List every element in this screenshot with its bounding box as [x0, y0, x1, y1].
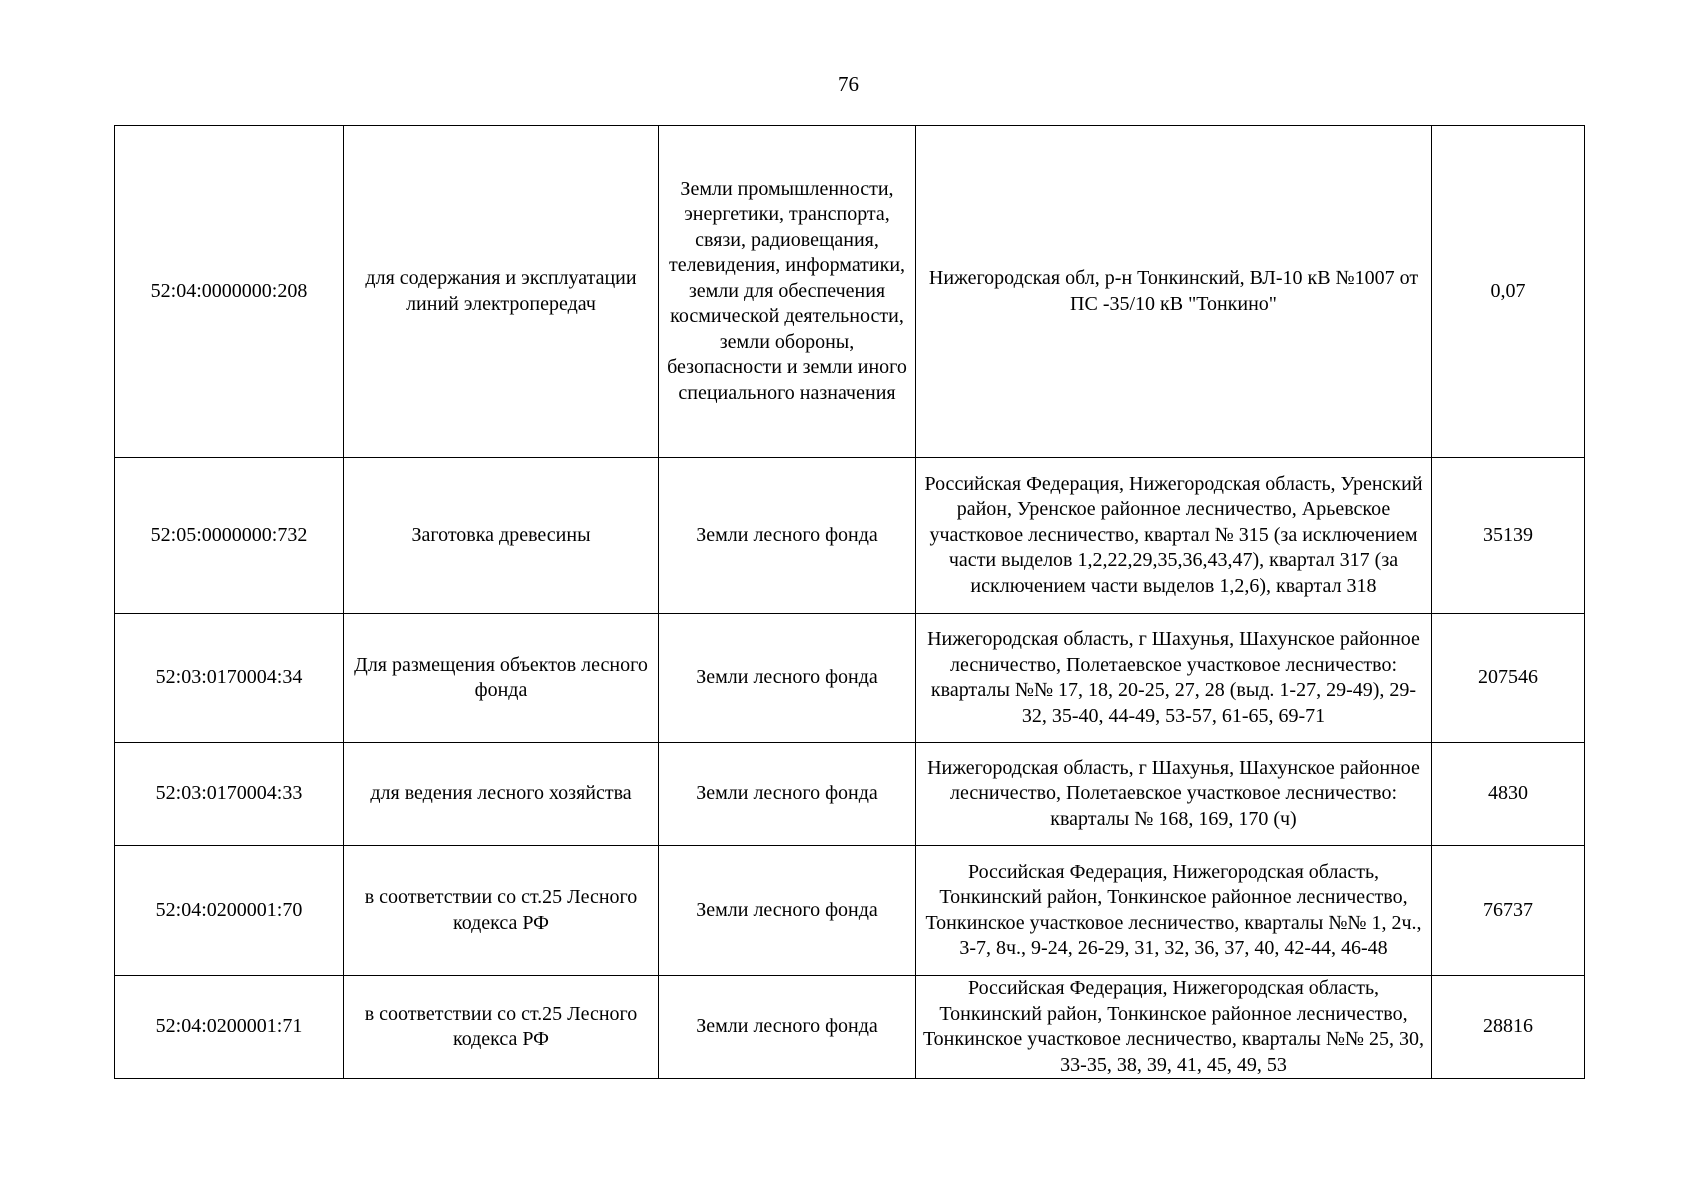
table-row: [115, 458, 1585, 614]
address-cell: Российская Федерация, Нижегородская область, Тонкинский район, Тонкинское районное лесничество, Тонкинское участковое лесничество, кварталы №№ 25, 30, 33-35, 38, 39, 41, 45, 49, 53: [916, 976, 1432, 1079]
address-cell: Нижегородская обл, р-н Тонкинский, ВЛ-10 кВ №1007 от ПС -35/10 кВ "Тонкино": [916, 126, 1432, 458]
permitted-use-cell: в соответствии со ст.25 Лесного кодекса РФ: [344, 846, 659, 976]
land-category-cell: Земли лесного фонда: [659, 458, 916, 614]
land-category-cell: Земли промышленности, энергетики, транспорта, связи, радиовещания, телевидения, информатики, земли для обеспечения космической деятельности, земли обороны, безопасности и земли иного специального назначения: [659, 126, 916, 458]
area-cell: 35139: [1432, 458, 1585, 614]
area-cell: 0,07: [1432, 126, 1585, 458]
area-cell: 207546: [1432, 614, 1585, 743]
table-row: [115, 126, 1585, 458]
address-cell: Нижегородская область, г Шахунья, Шахунское районное лесничество, Полетаевское участковое лесничество: кварталы № 168, 169, 170 (ч): [916, 743, 1432, 846]
cadastral-number-cell: 52:03:0170004:34: [115, 614, 344, 743]
table-row: [115, 743, 1585, 846]
cadastral-number-cell: 52:03:0170004:33: [115, 743, 344, 846]
cadastral-number-cell: 52:04:0000000:208: [115, 126, 344, 458]
land-category-cell: Земли лесного фонда: [659, 976, 916, 1079]
permitted-use-cell: для содержания и эксплуатации линий электропередач: [344, 126, 659, 458]
page-number: 76: [838, 72, 859, 96]
land-category-cell: Земли лесного фонда: [659, 743, 916, 846]
address-cell: Российская Федерация, Нижегородская область, Уренский район, Уренское районное лесничество, Арьевское участковое лесничество, квартал № 315 (за исключением части выделов 1,2,22,29,35,36,43,47), квартал 317 (за исключением части выделов 1,2,6), квартал 318: [916, 458, 1432, 614]
permitted-use-cell: для ведения лесного хозяйства: [344, 743, 659, 846]
land-category-cell: Земли лесного фонда: [659, 614, 916, 743]
area-cell: 4830: [1432, 743, 1585, 846]
permitted-use-cell: Заготовка древесины: [344, 458, 659, 614]
cadastral-number-cell: 52:04:0200001:71: [115, 976, 344, 1079]
land-category-cell: Земли лесного фонда: [659, 846, 916, 976]
permitted-use-cell: в соответствии со ст.25 Лесного кодекса РФ: [344, 976, 659, 1079]
land-plots-table: [114, 125, 1585, 1079]
area-cell: 28816: [1432, 976, 1585, 1079]
table-row: [115, 846, 1585, 976]
table-row: [115, 976, 1585, 1079]
address-cell: Российская Федерация, Нижегородская область, Тонкинский район, Тонкинское районное лесничество, Тонкинское участковое лесничество, кварталы №№ 1, 2ч., 3-7, 8ч., 9-24, 26-29, 31, 32, 36, 37, 40, 42-44, 46-48: [916, 846, 1432, 976]
area-cell: 76737: [1432, 846, 1585, 976]
address-cell: Нижегородская область, г Шахунья, Шахунское районное лесничество, Полетаевское участковое лесничество: кварталы №№ 17, 18, 20-25, 27, 28 (выд. 1-27, 29-49), 29-32, 35-40, 44-49, 53-57, 61-65, 69-71: [916, 614, 1432, 743]
cadastral-number-cell: 52:05:0000000:732: [115, 458, 344, 614]
cadastral-number-cell: 52:04:0200001:70: [115, 846, 344, 976]
permitted-use-cell: Для размещения объектов лесного фонда: [344, 614, 659, 743]
table-row: [115, 614, 1585, 743]
